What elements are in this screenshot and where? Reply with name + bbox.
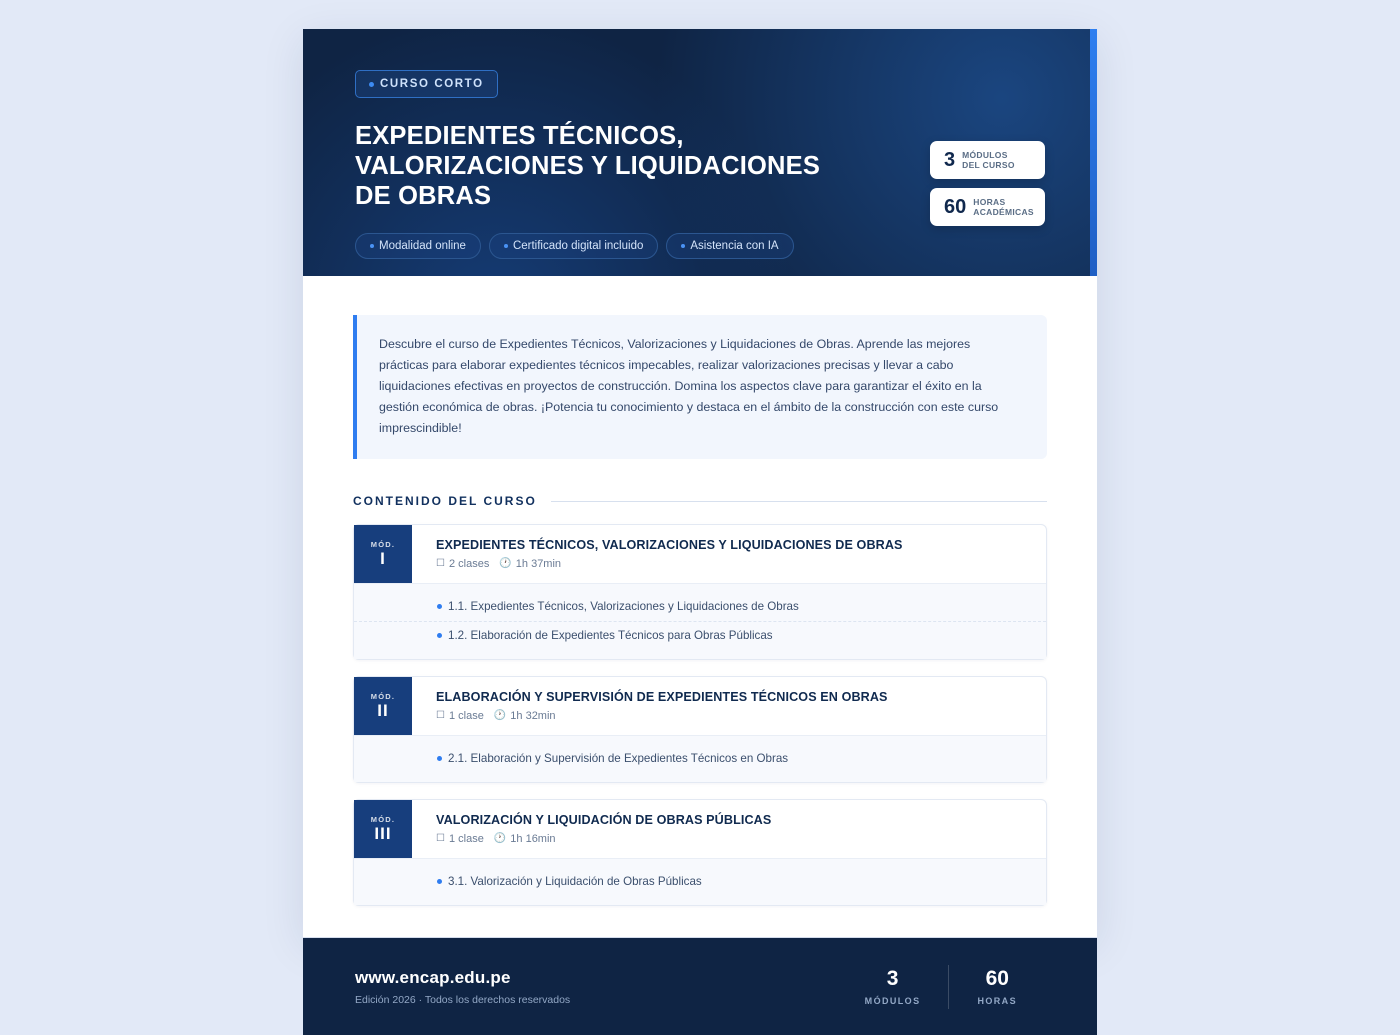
module-card (353, 524, 1047, 660)
footer-website[interactable]: www.encap.edu.pe (355, 967, 511, 987)
hero-stat-cards (930, 141, 1045, 235)
feature-pill-row (355, 233, 1045, 259)
module-info (412, 677, 888, 735)
module-number-block (354, 525, 412, 583)
footer-brand (355, 968, 570, 1006)
footer-legal: Edición 2026 · Todos los derechos reservados (355, 993, 571, 1006)
module-tag: MÓD. (370, 815, 396, 824)
page-title: EXPEDIENTES TÉCNICOS, VALORIZACIONES Y LIQUIDACIONES DE OBRAS (355, 122, 821, 210)
bullet-dot-icon (504, 244, 508, 248)
module-classes-label: 2 clases (448, 558, 490, 570)
module-title: ELABORACIÓN Y SUPERVISIÓN DE EXPEDIENTES TÉCNICOS EN OBRAS (436, 690, 888, 704)
module-card (353, 799, 1047, 906)
course-description-panel (353, 315, 1047, 459)
stat-value: 60 (944, 196, 967, 218)
module-duration-label: 1h 37min (515, 558, 562, 570)
module-title: EXPEDIENTES TÉCNICOS, VALORIZACIONES Y LIQUIDACIONES DE OBRAS (436, 538, 903, 552)
stat-value: 3 (944, 149, 956, 171)
stat-label (973, 197, 1034, 217)
stat-card-hours (930, 188, 1045, 226)
lesson-label: 1.1. Expedientes Técnicos, Valorizaciones y Liquidaciones de Obras (448, 600, 799, 613)
stat-label-line1: HORAS (973, 197, 1006, 207)
footer-stats (837, 965, 1045, 1009)
module-number-block (354, 800, 412, 858)
course-syllabus-page (303, 29, 1097, 1006)
module-duration (499, 558, 561, 570)
module-number-block (354, 677, 412, 735)
bullet-dot-icon (370, 244, 374, 248)
bullet-dot-icon (437, 756, 442, 761)
module-header (354, 525, 1046, 583)
module-duration (494, 710, 556, 722)
module-lesson-list (354, 735, 1046, 782)
stat-card-modules (930, 141, 1045, 179)
section-divider (551, 501, 1047, 502)
module-classes-label: 1 clase (448, 710, 484, 722)
bullet-dot-icon (437, 604, 442, 609)
module-roman: I (380, 549, 386, 568)
feature-pill-label: Modalidad online (379, 240, 466, 252)
module-info (412, 800, 771, 858)
footer-stat-value: 3 (886, 967, 899, 990)
module-meta (436, 833, 771, 845)
module-title: VALORIZACIÓN Y LIQUIDACIÓN DE OBRAS PÚBLICAS (436, 813, 772, 827)
module-lesson-list (354, 583, 1046, 659)
bullet-dot-icon (437, 879, 442, 884)
module-roman: III (374, 824, 392, 843)
bullet-dot-icon (437, 633, 442, 638)
stat-label-line1: MÓDULOS (962, 150, 1008, 160)
module-duration-label: 1h 32min (510, 710, 556, 722)
list-item (354, 748, 1046, 769)
footer-stat-modules (837, 967, 949, 1006)
hero-header (303, 29, 1097, 276)
video-icon: ☐ (436, 833, 445, 844)
footer-stat-value: 60 (985, 967, 1009, 990)
module-classes-label: 1 clase (448, 833, 484, 845)
module-header (354, 677, 1046, 735)
feature-pill-label: Certificado digital incluido (512, 240, 644, 252)
course-type-badge (355, 70, 498, 98)
stat-label (962, 150, 1015, 170)
module-roman: II (377, 701, 389, 720)
module-tag: MÓD. (370, 692, 396, 701)
module-meta (436, 710, 888, 722)
list-item (354, 871, 1046, 892)
stat-label-line2: DEL CURSO (962, 160, 1015, 170)
module-info (412, 525, 903, 583)
module-meta (436, 558, 903, 570)
section-header-contenido (353, 494, 1047, 508)
lesson-label: 1.2. Elaboración de Expedientes Técnicos para Obras Públicas (448, 629, 773, 642)
video-icon: ☐ (436, 558, 445, 569)
stat-label-line2: ACADÉMICAS (973, 207, 1034, 217)
feature-pill (489, 233, 658, 259)
content-area (303, 315, 1097, 906)
list-item (354, 625, 1046, 646)
footer-stat-label: MÓDULOS (864, 996, 921, 1006)
course-description-text: Descubre el curso de Expedientes Técnicos, Valorizaciones y Liquidaciones de Obras. Aprende las mejores prácticas para elaborar expedientes técnicos impecables, realizar valorizaciones precisas y llevar a cabo liquidaciones efectivas en proyectos de construcción. Domina los aspectos clave para garantizar el éxito en la gestión económica de obras. ¡Potencia tu conocimiento y destaca en el ámbito de la construcción con este curso imprescindible! (379, 337, 999, 435)
module-tag: MÓD. (370, 540, 396, 549)
lesson-label: 3.1. Valorización y Liquidación de Obras Públicas (448, 875, 702, 888)
course-type-label: CURSO CORTO (380, 78, 484, 90)
list-item (354, 596, 1046, 622)
module-duration-label: 1h 16min (510, 833, 556, 845)
page-footer (303, 938, 1097, 1035)
feature-pill-label: Asistencia con IA (690, 240, 779, 252)
module-classes (436, 833, 484, 845)
module-header (354, 800, 1046, 858)
module-classes (436, 710, 484, 722)
clock-icon: 🕐 (493, 710, 507, 721)
feature-pill (355, 233, 481, 259)
module-classes (436, 558, 489, 570)
clock-icon: 🕐 (493, 833, 507, 844)
footer-stat-hours (949, 967, 1045, 1006)
lesson-label: 2.1. Elaboración y Supervisión de Expedientes Técnicos en Obras (448, 752, 789, 765)
module-duration (494, 833, 556, 845)
video-icon: ☐ (436, 710, 445, 721)
feature-pill (666, 233, 793, 259)
module-lesson-list (354, 858, 1046, 905)
bullet-dot-icon (681, 244, 685, 248)
bullet-dot-icon (369, 82, 374, 87)
module-card (353, 676, 1047, 783)
footer-stat-label: HORAS (977, 996, 1017, 1006)
clock-icon: 🕐 (499, 558, 512, 569)
section-title: CONTENIDO DEL CURSO (353, 494, 537, 508)
